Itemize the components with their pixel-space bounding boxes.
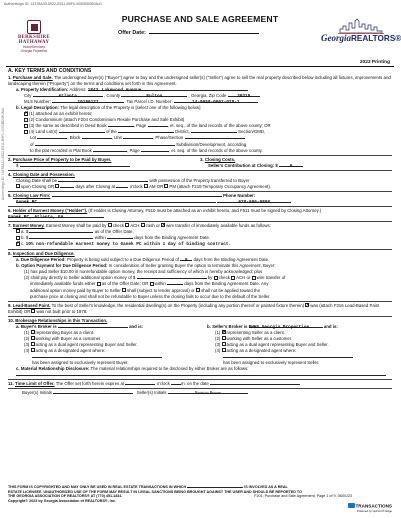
item-2: 2. Purchase Price of Property to be Paid by Buyer. $ [8, 157, 200, 169]
legal-opt-4: (4) Land Lot(s) of the District, Section/GMD, [8, 129, 392, 135]
item-10: 10. Brokerage Relationships in this Transaction. [8, 317, 108, 323]
seller-contribution-field[interactable]: 0 [279, 163, 303, 167]
legal-opt-4-checkbox[interactable] [24, 130, 28, 134]
legal-opt-2-checkbox[interactable] [24, 118, 28, 122]
buyer-broker-column: a. Buyer's Broker is and is: (1) representing Buyer as a client. (2) working with Buyer as a customer. (3) acting as a dual agent representing Buyer and Seller. (4) acting as a designated agent where: has been assigned to exclusively represent Buyer. [8, 324, 201, 366]
item-5-line2: Ganek PC 678-606-9868 [8, 199, 392, 205]
legal-opt-4-line4: to the plat recorded in Plat Book , Page , et. seq. of the land records of the above county. [30, 147, 263, 153]
law-firm-field[interactable] [52, 193, 222, 197]
item-8a: a. Due Diligence Period: Property is being sold subject to a Due Diligence Period of 0 days from the Binding Agreement Date. [16, 257, 270, 264]
item-1a: a. Property Identification: Address: 1843 Lakewood Avenue [8, 87, 392, 93]
initials-row: Buyer(s) Initials Seller(s) Initials Patricia Brown [8, 390, 392, 396]
item-8b2: (2) shall pay directly to Seller additional option money of $ by check ACH or wire transfer of [24, 275, 286, 281]
item-1a-mls: MLS Number: 10186127 Tax Parcel I.D. Number: 14-0058-0002-028-1 [8, 99, 392, 105]
seller-broker-column: b. Seller's Broker is BHHS Georgia Properties and is: (1) ✕ representing Seller as a client. (2) working with Seller as a customer. (3) acting as a dual agent representing Buyer and Seller. (4) acting as a designated agent where: has been assigned to exclusively represent Seller. [201, 324, 392, 366]
item-1: 1. Purchase and Sale. The undersigned buyer(s) ("Buyer") agree to buy and the undersigned seller(s) ("Seller") agree to sell the real property described below including all fixtures, improvements and landscaping therein ("Property") on the terms and conditions set forth in this Agreement. [8, 75, 391, 87]
legal-opt-1: ✕(1) attached as an exhibit hereto; [8, 111, 392, 117]
item-1a-city: City Atlanta , County Fulton , Georgia, Zip Code 30315 [8, 93, 392, 99]
item-3: 3. Closing Costs. Seller's Contribution at Closing: $ 0 [200, 157, 392, 169]
holder-field[interactable]: Ganek PC, Atlanta, GA [8, 214, 104, 218]
item-8b: b. Option Payment for Due Diligence Period: In consideration of Seller granting Buyer the option to terminate this Agreement, Buyer: [16, 263, 276, 269]
item-7b: b. $ within days from the Binding Agreement Date. [8, 235, 392, 241]
zip-field[interactable]: 30315 [228, 93, 260, 97]
top-rule [6, 66, 394, 67]
brokerage-line4: Georgia Properties [20, 49, 48, 53]
item-1b: b. Legal Description: The legal description of the Property is [select one of the following below] [16, 105, 201, 111]
realtors-wordmark: GeorgiaREALTORS® [321, 33, 401, 43]
printing-year: 2023 Printing [359, 60, 390, 65]
due-diligence-days[interactable]: 0 [180, 257, 192, 261]
item-4-line2: upon Closing OR days after Closing at o'clock AM OR PM (attach F219 Temporary Occupancy Agreement). [8, 184, 392, 190]
item-11: 11. Time Limit of Offer. The Offer set forth herein expires at o'clock m. on the date [8, 381, 392, 387]
city-field[interactable]: Atlanta [33, 93, 103, 97]
skyline-icon [338, 18, 384, 34]
item-7a: a. $ as of the Offer Date. [8, 229, 392, 235]
items-2-3 [8, 157, 392, 169]
form-body [8, 75, 392, 396]
tax-field[interactable]: 14-0058-0002-028-1 [174, 99, 258, 103]
section-heading: A. KEY TERMS AND CONDITIONS [8, 68, 92, 74]
item-9: 9. Lead-Based Paint. To the best of Seller's knowledge, the residential dwelling(s) on the Property (including any portion thereof or painted fixture therein) ✕ was (attach F316 Lead-Based Paint Exhibit) OR was not built prior to 1978. [8, 303, 392, 315]
address-field[interactable]: 1843 Lakewood Avenue [88, 87, 248, 91]
offer-date-label: Offer Date: [118, 30, 146, 36]
footer: THIS FORM IS COPYRIGHTED AND MAY ONLY BE USED IN REAL ESTATE TRANSACTIONS IN WHICH IS INVOLVED AS A REAL ESTATE LICENSEE. UNAUTHORIZED USE OF THE FORM MAY RESULT IN LEGAL SANCTIONS BEING BROUGHT AGAINST THE USER AND SHOULD BE REPORTED TO THE GEORGIA ASSOCIATION OF REALTORS® AT (770) 451-1831. Copyright© 2023 by Georgia Association of REALTORS®, Inc. F201, Purchase and Sale Agreement, Page 1 of 9, 08/01/23 [8, 485, 352, 503]
item-8b2-line2: immediately available funds either as of the Offer Date; OR within days from the Binding Agreement Date. Any [30, 281, 269, 287]
item-4: 4. Closing Date and Possession. [8, 171, 75, 177]
item-10c: c. Material Relationship Disclosure: The material relationships required to be disclosed by either Broker are as follows: [16, 366, 249, 372]
item-5: 5. Closing Law Firm: Phone Number: [8, 192, 256, 198]
transactions-logo: TRANSACTIONS Powered by zipForm® Edge [348, 503, 393, 513]
closing-date-field[interactable] [58, 178, 148, 182]
page-title: PURCHASE AND SALE AGREEMENT [121, 14, 279, 24]
item-8b2-line3: additional option money paid by Buyer to Seller shall (subject to lender approval) or shall not be applied toward the [30, 287, 261, 293]
legal-opt-3: (3) the same as described in Deed Book , Page , et. seq., of the land records of the above county; OR [8, 123, 392, 129]
form-id: F201, Purchase and Sale Agreement, Page 1 of 9, 08/01/23 [254, 494, 352, 498]
offer-date [118, 30, 259, 36]
item-10-columns [8, 324, 392, 366]
seller-initials-field[interactable]: Patricia Brown [168, 390, 248, 394]
item-8b2-line4: purchase price at closing and shall not be refundable to Buyer unless the closing fails to occur due to the default of the Seller. [30, 293, 271, 299]
buyer-initials-field[interactable] [53, 390, 133, 394]
purchase-price-field[interactable] [20, 163, 130, 167]
transactions-mark-icon [348, 503, 355, 508]
item-7c: ✕c. 10% non-refundable earnest money to Ganek PC within 1 day of binding contract. [8, 241, 392, 248]
brokerage-line3: HomeServices [22, 45, 46, 49]
earnest-money-terms[interactable]: 10% non-refundable earnest money to Ganek PC within 1 day of binding contract. [25, 242, 232, 248]
legal-opt-2: (2) Condominium (attach F204 Condominium Resale Purchase and Sale Exhibit) [8, 117, 392, 123]
item-8: 8. Inspection and Due Diligence. [8, 251, 75, 257]
item-8b1: (1) has paid Seller $10.00 in nonrefundable option money, the receipt and sufficiency of which is hereby acknowledged; plus [24, 269, 263, 275]
brokerage-line1: BERKSHIRE [17, 35, 51, 40]
item-7: 7. Earnest Money. Earnest Money shall be paid by check ACH cash or ✕ wire transfer of immediately available funds as follows: [8, 223, 392, 229]
offer-date-field[interactable] [149, 33, 259, 34]
brokerage-line2: HATHAWAY [18, 40, 50, 45]
envelope-id: Authentisign ID: 14378A30-5922-E511-B9F0-0050BD0B0A41 [4, 2, 103, 6]
legal-opt-4-line2: Lot , Block , Unit , Phase/Section [8, 135, 392, 141]
mls-field[interactable]: 10186127 [52, 99, 124, 103]
legal-opt-4-line3: of Subdivision/Development, according [30, 141, 247, 147]
county-field[interactable]: Fulton [121, 93, 187, 97]
side-tag: Authentisign ID: 14378A30-5922-E511-B9F0-0050BD0B0A41 [1, 107, 5, 200]
item-6: 6. Holder of Earnest Money ("Holder"). (If Holder is Closing Attorney, F510 must be attached as an exhibit hereto, and F511 must be signed by Closing Attorney.) Ganek PC, Atlanta, GA [8, 207, 322, 220]
legal-opt-3-checkbox[interactable] [24, 124, 28, 128]
brokerage-logo [6, 20, 62, 53]
legal-opt-1-checkbox[interactable] [24, 112, 28, 116]
item-4-line1: Closing Date shall be with possession of the Property transferred to Buyer [16, 177, 250, 183]
realtors-logo [318, 18, 401, 52]
